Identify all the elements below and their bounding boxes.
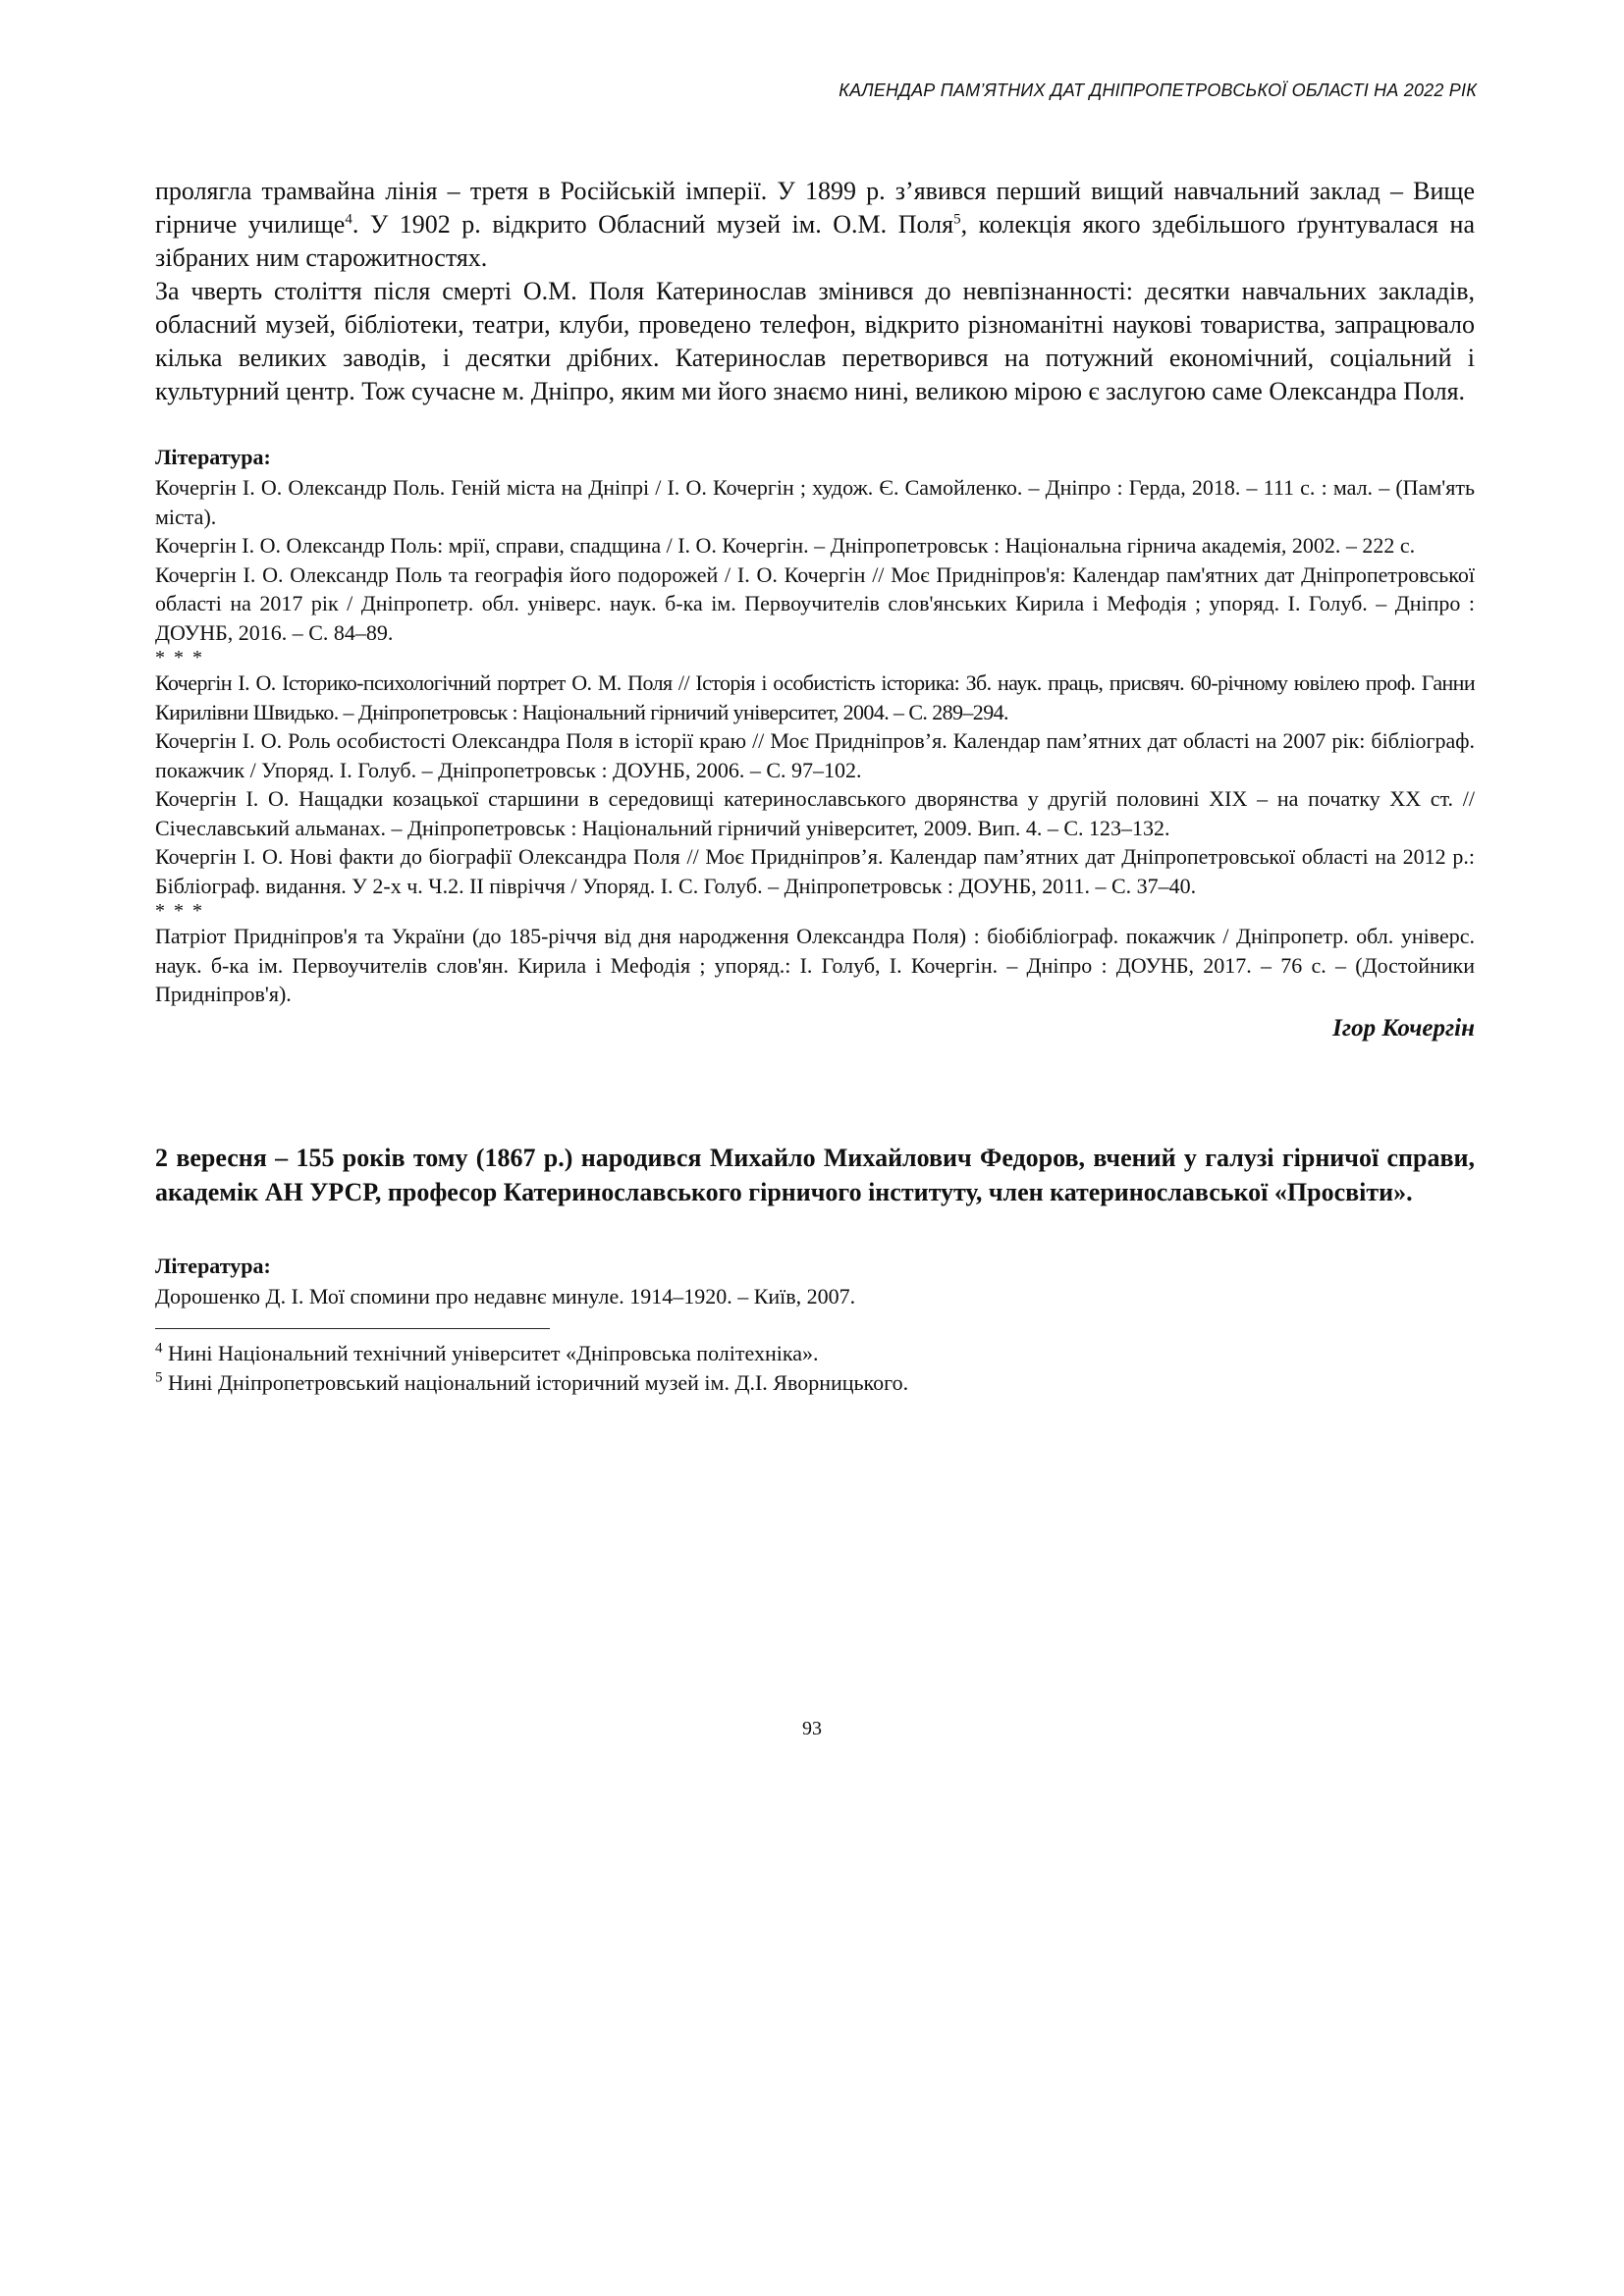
literature-item: Дорошенко Д. І. Мої спомини про недавнє минуле. 1914–1920. – Київ, 2007. xyxy=(155,1283,856,1308)
literature-item: Кочергін І. О. Нові факти до біографії Олександра Поля // Моє Придніпров’я. Календар пам’ятних дат Дніпропетровської області на 2012 р.: Бібліограф. видання. У 2-х ч. Ч.2. II півріччя / Упоряд. І. С. Голуб. – Дніпропетровськ : ДОУНБ, 2011. – С. 37–40. xyxy=(155,844,1475,898)
footnote-text: Нині Національний технічний університет «Дніпровська політехніка». xyxy=(162,1341,819,1365)
literature-item: Кочергін І. О. Нащадки козацької старшини в середовищі катеринославського дворянства у другій половині XIX – на початку XX ст. // Січеславський альманах. – Дніпропетровськ : Національний гірничий університет, 2009. Вип. 4. – С. 123–132. xyxy=(155,786,1475,840)
footnote-number: 4 xyxy=(155,1340,163,1357)
literature-section-2 xyxy=(155,1253,1475,1311)
separator-stars: * * * xyxy=(155,900,204,922)
literature-title: Література: xyxy=(155,445,271,469)
footnote-4 xyxy=(155,1339,1475,1368)
body-paragraph-2: За чверть століття після смерті О.М. Поля Катеринослав змінився до невпізнанності: десятки навчальних закладів, обласний музей, бібліотеки, театри, клуби, проведено телефон, відкрито різноманітні наукові товариства, запрацювало кілька великих заводів, і десятки дрібних. Катеринослав перетворився на потужний економічний, соціальний і культурний центр. Тож сучасне м. Дніпро, яким ми його знаємо нині, великою мірою є заслугою саме Олександра Поля. xyxy=(155,277,1475,405)
footnote-number: 5 xyxy=(155,1369,163,1386)
running-header: КАЛЕНДАР ПАМ’ЯТНИХ ДАТ ДНІПРОПЕТРОВСЬКОЇ ОБЛАСТІ НА 2022 РІК xyxy=(839,80,1477,100)
page-number: 93 xyxy=(802,1718,822,1739)
event-heading: 2 вересня – 155 років тому (1867 р.) народився Михайло Михайлович Федоров, вчений у галузі гірничої справи, академік АН УРСР, професор Катеринославського гірничого інституту, член катеринославської «Просвіти». xyxy=(155,1143,1475,1206)
p1-text-c: , колекція якого здебільшого ґрунтувалася на зібраних ним старожитностях. xyxy=(155,210,1475,272)
p1-text-b: . У 1902 р. відкрито Обласний музей ім. О.М. Поля xyxy=(352,210,954,239)
footnote-ref-4[interactable]: 4 xyxy=(345,211,352,228)
article-author: Ігор Кочергін xyxy=(1332,1014,1475,1041)
literature-section xyxy=(155,444,1475,1042)
literature-item: Кочергін І. О. Роль особистості Олександра Поля в історії краю // Моє Придніпров’я. Календар пам’ятних дат області на 2007 рік: бібліограф. покажчик / Упоряд. І. Голуб. – Дніпропетровськ : ДОУНБ, 2006. – С. 97–102. xyxy=(155,728,1475,782)
literature-item: Кочергін І. О. Олександр Поль. Геній міста на Дніпрі / І. О. Кочергін ; худож. Є. Самойленко. – Дніпро : Герда, 2018. – 111 с. : мал. – (Пам'ять міста). xyxy=(155,475,1475,529)
main-content xyxy=(155,175,1475,1398)
literature-item: Патріот Придніпров'я та України (до 185-річчя від дня народження Олександра Поля) : біобібліограф. покажчик / Дніпропетр. обл. універс. наук. б-ка ім. Первоучителів слов'ян. Кирила і Мефодія ; упоряд.: І. Голуб, І. Кочергін. – Дніпро : ДОУНБ, 2017. – 76 с. – (Достойники Придніпров'я). xyxy=(155,924,1475,1006)
body-paragraph-1 xyxy=(155,175,1475,275)
p1-text-a: пролягла трамвайна лінія – третя в Російській імперії. У 1899 р. з’явився перший вищий навчальний заклад – Вище гірниче училище xyxy=(155,177,1475,239)
literature-item: Кочергін І. О. Олександр Поль: мрії, справи, спадщина / І. О. Кочергін. – Дніпропетровськ : Національна гірнича академія, 2002. – 222 с. xyxy=(155,533,1416,558)
separator-stars: * * * xyxy=(155,647,204,668)
footnote-ref-5[interactable]: 5 xyxy=(953,211,961,228)
literature-title: Література: xyxy=(155,1253,271,1278)
literature-item: Кочергін І. О. Історико-психологічний портрет О. М. Поля // Історія і особистість історика: Зб. наук. праць, присвяч. 60-річному ювілею проф. Ганни Кирилівни Швидько. – Дніпропетровськ : Національний гірничий університет, 2004. – С. 289–294. xyxy=(155,670,1475,724)
footnote-text: Нині Дніпропетровський національний історичний музей ім. Д.І. Яворницького. xyxy=(162,1370,909,1395)
literature-item: Кочергін І. О. Олександр Поль та географія його подорожей / І. О. Кочергін // Моє Придніпров'я: Календар пам'ятних дат Дніпропетровської області на 2017 рік / Дніпропетр. обл. універс. наук. б-ка ім. Первоучителів слов'янських Кирила і Мефодія ; упоряд. І. Голуб. – Дніпро : ДОУНБ, 2016. – С. 84–89. xyxy=(155,561,1475,645)
footnote-5 xyxy=(155,1368,1475,1398)
footnote-divider xyxy=(155,1328,550,1329)
